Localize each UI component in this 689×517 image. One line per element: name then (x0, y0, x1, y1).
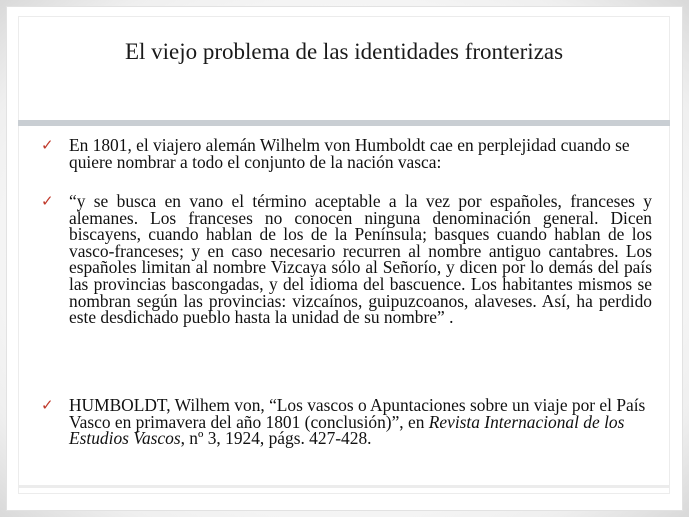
citation-suffix: , nº 3, 1924, págs. 427-428. (180, 428, 372, 449)
citation-prefix: HUMBOLDT, Wilhem von, “Los vascos o Apuntaciones sobre un viaje por el País Vasco en primavera del año 1801 (conclusión)”, en (69, 395, 646, 432)
journal-title: Revista Internacional de los Estudios Vascos (69, 411, 625, 449)
check-mark-icon: ✓ (41, 136, 54, 154)
check-mark-icon: ✓ (41, 396, 54, 414)
bottom-divider (18, 485, 670, 488)
check-mark-icon: ✓ (41, 192, 54, 210)
quote-text: “y se busca en vano el término aceptable a la vez por españoles, franceses y alemanes. Los franceses no conocen ninguna denominación general. Dicen biscayens, cuando hablan de los de la Península; basques cuando hablan de los vasco-franceses; y en caso necesario recurren al nombre antiguo cantabres. Los españoles limitan al nombre Vizcaya sólo al Señorío, y dicen por lo demás del país las provincias bascongadas, y del idioma del bascuence. Los habitantes mismos se nombran según las provincias: vizcaínos, guipuzcoanos, alaveses. Así, ha perdido este desdichado pueblo hasta la unidad de su nombre” . (69, 191, 652, 328)
slide-title: El viejo problema de las identidades fronterizas (124, 39, 564, 64)
title-area (18, 16, 670, 120)
citation-text (69, 397, 652, 447)
bullet-text: En 1801, el viajero alemán Wilhelm von Humboldt cae en perplejidad cuando se quiere nombrar a todo el conjunto de la nación vasca: (69, 135, 630, 172)
